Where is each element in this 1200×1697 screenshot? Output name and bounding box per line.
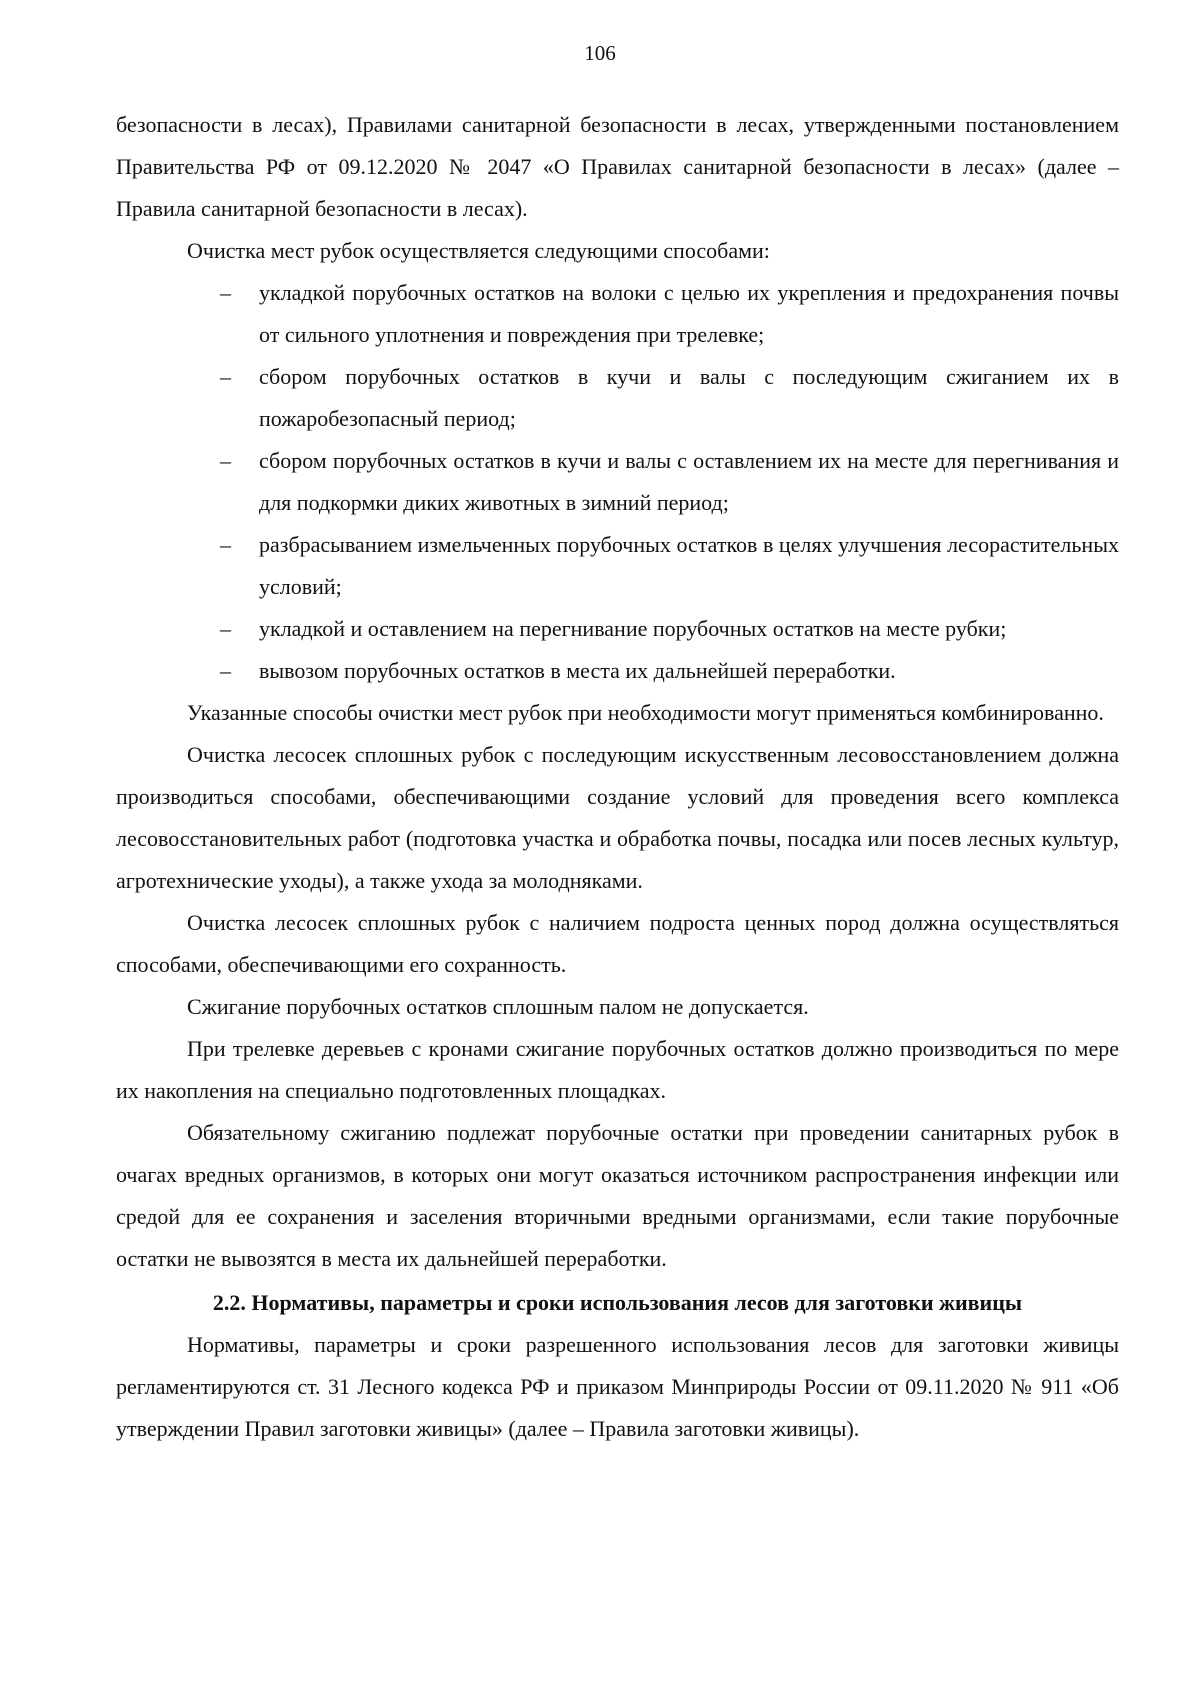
list-item-text: разбрасыванием измельченных порубочных остатков в целях улучшения лесорастительных условий; <box>259 532 1119 599</box>
cleanup-methods-list <box>116 272 1119 692</box>
list-item-text: сбором порубочных остатков в кучи и валы с последующим сжиганием их в пожаробезопасный период; <box>259 364 1119 431</box>
paragraph: Сжигание порубочных остатков сплошным палом не допускается. <box>187 994 809 1019</box>
section-heading: 2.2. Нормативы, параметры и сроки использования лесов для заготовки живицы <box>212 1290 1023 1315</box>
list-item-text: вывозом порубочных остатков в места их дальнейшей переработки. <box>259 658 896 683</box>
paragraph: Нормативы, параметры и сроки разрешенного использования лесов для заготовки живицы регламентируются ст. 31 Лесного кодекса РФ и приказом Минприроды России от 09.11.2020 № 911 «Об утверждении Правил заготовки живицы» (далее – Правила заготовки живицы). <box>116 1332 1119 1441</box>
page-number: 106 <box>584 41 616 65</box>
paragraph-continuation: безопасности в лесах), Правилами санитарной безопасности в лесах, утвержденными постановлением Правительства РФ от 09.12.2020 № 2047 «О Правилах санитарной безопасности в лесах» (далее – Правила санитарной безопасности в лесах). <box>116 112 1119 221</box>
list-item <box>116 650 1119 692</box>
paragraph: Очистка лесосек сплошных рубок с наличием подроста ценных пород должна осуществляться способами, обеспечивающими его сохранность. <box>116 910 1119 977</box>
list-item-text: сбором порубочных остатков в кучи и валы с оставлением их на месте для перегнивания и для подкормки диких животных в зимний период; <box>259 448 1119 515</box>
list-item-text: укладкой порубочных остатков на волоки с целью их укрепления и предохранения почвы от сильного уплотнения и повреждения при трелевке; <box>259 280 1119 347</box>
dash-marker: – <box>220 364 231 389</box>
paragraph: При трелевке деревьев с кронами сжигание порубочных остатков должно производиться по мере их накопления на специально подготовленных площадках. <box>116 1036 1119 1103</box>
dash-marker: – <box>220 280 231 305</box>
list-item <box>116 272 1119 356</box>
dash-marker: – <box>220 658 231 683</box>
list-item <box>116 524 1119 608</box>
list-item <box>116 440 1119 524</box>
document-body <box>116 104 1119 1450</box>
paragraph-list-intro: Очистка мест рубок осуществляется следующими способами: <box>187 238 770 263</box>
dash-marker: – <box>220 616 231 641</box>
list-item-text: укладкой и оставлением на перегнивание порубочных остатков на месте рубки; <box>259 616 1007 641</box>
paragraph: Очистка лесосек сплошных рубок с последующим искусственным лесовосстановлением должна производиться способами, обеспечивающими создание условий для проведения всего комплекса лесовосстановительных работ (подготовка участка и обработка почвы, посадка или посев лесных культур, агротехнические уходы), а также ухода за молодняками. <box>116 742 1119 893</box>
dash-marker: – <box>220 532 231 557</box>
list-item <box>116 356 1119 440</box>
dash-marker: – <box>220 448 231 473</box>
paragraph: Указанные способы очистки мест рубок при необходимости могут применяться комбинированно. <box>187 700 1104 725</box>
paragraph: Обязательному сжиганию подлежат порубочные остатки при проведении санитарных рубок в очагах вредных организмов, в которых они могут оказаться источником распространения инфекции или средой для ее сохранения и заселения вторичными вредными организмами, если такие порубочные остатки не вывозятся в места их дальнейшей переработки. <box>116 1120 1119 1271</box>
list-item <box>116 608 1119 650</box>
